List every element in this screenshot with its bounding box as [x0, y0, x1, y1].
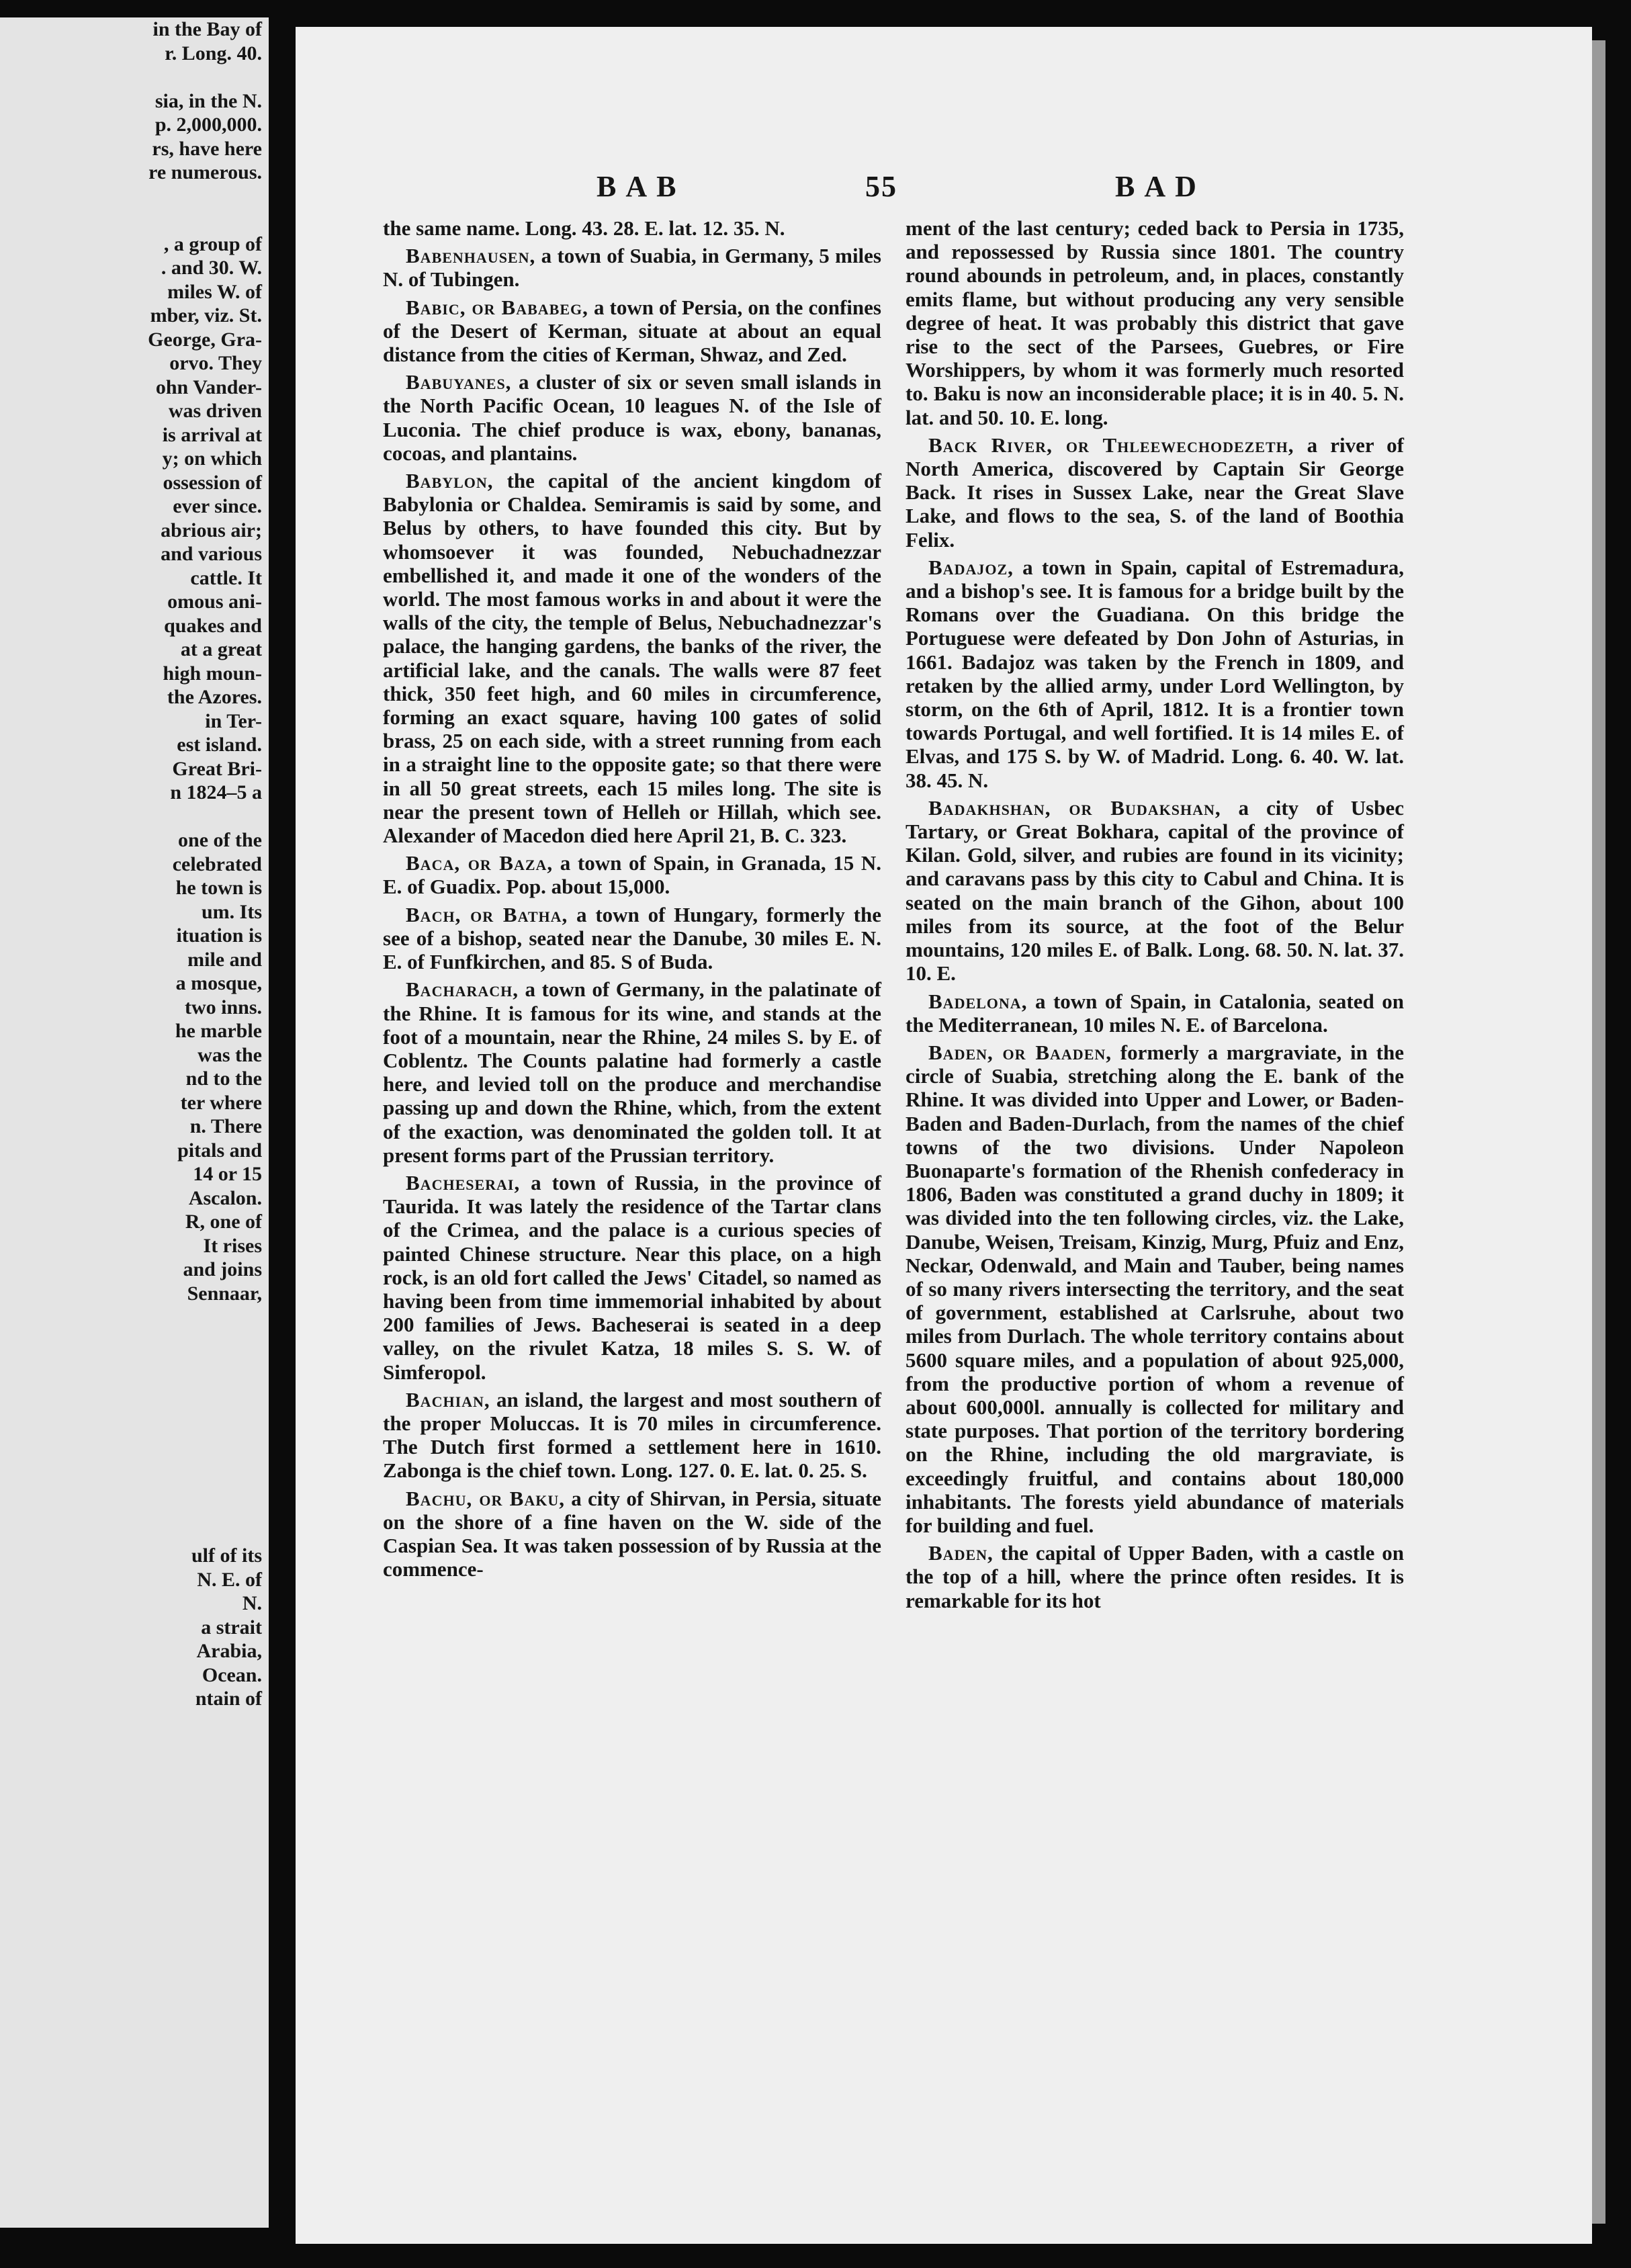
fragment-line: omous ani-: [167, 591, 262, 613]
fragment-line: ituation is: [176, 924, 262, 947]
gazetteer-entry: [383, 1487, 881, 1581]
entry-body: a town of Persia, on the confines of the Desert of Kerman, situate at about an equal distance from the cities of Kerman, Shwaz, and Zed.: [383, 295, 881, 367]
fragment-line: a mosque,: [175, 972, 262, 994]
fragment-line: [7, 1496, 262, 1520]
entry-body: a town of Hungary, formerly the see of a bishop, seated near the Danube, 30 miles E. N. E. of Funfkirchen, and 85. S of Buda.: [383, 902, 882, 974]
entry-headword: Bach, or Batha,: [406, 902, 568, 926]
fragment-line: It rises: [203, 1234, 262, 1257]
fragment-line: r. Long. 40.: [165, 42, 262, 64]
fragment-line: [7, 185, 262, 209]
fragment-line: [7, 1329, 262, 1354]
entry-body: a town of Spain, in Granada, 15 N. E. of Guadix. Pop. about 15,000.: [383, 851, 881, 899]
entry-body: a cluster of six or seven small islands in the North Pacific Ocean, 10 leagues N. of the Isle of Luconia. The chief produce is wax, ebony, bananas, cocoas, and plantains.: [383, 370, 881, 465]
gazetteer-entry: [906, 796, 1404, 986]
entry-body: a town of Russia, in the province of Taurida. It was lately the residence of the Tartar clans of the Crimea, and the palace is a curious species of painted Chinese structure. Near this place, on a high rock, is an old fort called the Jews' Citadel, so named as having been from time immemorial inhabited by about 200 families of Jews. Bacheserai is seated in a deep valley, on the rivulet Katza, 18 miles S. S. W. of Simferopol.: [383, 1170, 881, 1384]
entry-body: the capital of Upper Baden, with a castle on the top of a hill, where the prince often resides. It is remarkable for its hot: [906, 1541, 1404, 1612]
fragment-line: Sennaar,: [187, 1282, 262, 1305]
facing-page-fragment: [0, 17, 269, 2228]
fragment-line: nd to the: [185, 1067, 262, 1090]
fragment-line: ulf of its: [191, 1544, 262, 1567]
fragment-line: two inns.: [184, 996, 262, 1018]
entry-headword: Bacheserai,: [406, 1170, 521, 1194]
fragment-line: ohn Vander-: [155, 376, 262, 398]
entry-body: formerly a margraviate, in the circle of Suabia, stretching along the E. bank of the Rhine. It was divided into Upper and Lower, or Baden-Baden and Baden-Durlach, from the names of the chief towns of the two divisions. Under Napoleon Buonaparte's formation of the Rhenish confederacy in 1806, Baden was constituted a grand duchy in 1809; it was divided into the ten following circles, viz. the Lake, Danube, Weisen, Treisam, Kinzig, Murg, Pfuiz and Enz, Neckar, Odenwald, and Main and Tauber, being names of so many rivers intersecting the territory, and the seat of government, established at Carlsruhe, about two miles from Durlach. The whole territory contains about 5600 square miles, and a population of about 925,000, from the productive portion of whom a revenue of about 600,000l. annually is collected for military and state purposes. That portion of the territory bordering on the Rhine, including the old margraviate, is exceedingly fruitful, and contains about 180,000 inhabitants. The forests yield abundance of materials for building and fuel.: [906, 1040, 1404, 1537]
fragment-line: 14 or 15: [193, 1163, 262, 1185]
fragment-line: quakes and: [164, 614, 262, 637]
entry-body: ment of the last century; ceded back to Persia in 1735, and repossessed by Russia since 1801. The country round abounds in petroleum, and, in places, constantly emits flame, but without producing any very sensible degree of heat. It was probably this district that gave rise to the sect of the Parsees, Guebres, or Fire Worshippers, by whom it was formerly much resorted to. Baku is now an inconsiderable place; it is in 40. 5. N. lat. and 50. 10. E. long.: [906, 216, 1404, 429]
fragment-line: N. E. of: [197, 1568, 262, 1591]
entry-body: a town of Suabia, in Germany, 5 miles N. of Tubingen.: [383, 244, 881, 292]
fragment-line: was the: [197, 1043, 262, 1066]
fragment-line: Ocean.: [202, 1663, 262, 1686]
fragment-line: N.: [242, 1592, 262, 1614]
entry-headword: Babylon,: [406, 469, 494, 493]
fragment-line: celebrated: [172, 853, 262, 875]
gazetteer-entry: [906, 216, 1404, 429]
fragment-line: [7, 1305, 262, 1329]
fragment-line: at a great: [180, 638, 262, 660]
gazetteer-entry: [906, 556, 1404, 792]
fragment-line: and various: [161, 543, 262, 565]
entry-headword: Back River, or Thleewechodezeth,: [928, 433, 1294, 457]
fragment-line: . and 30. W.: [161, 257, 262, 279]
fragment-line: and joins: [183, 1258, 262, 1280]
running-head-left: BAB: [597, 170, 686, 203]
gazetteer-entry: [906, 990, 1404, 1037]
fragment-line: a strait: [201, 1616, 262, 1639]
fragment-line: [7, 65, 262, 89]
entry-body: a city of Shirvan, in Persia, situate on the shore of a fine haven on the W. side of the Caspian Sea. It was taken possession of by Russia at the commence-: [383, 1486, 881, 1581]
fragment-line: mber, viz. St.: [150, 304, 262, 326]
fragment-line: abrious air;: [161, 519, 262, 541]
fragment-line: [7, 1353, 262, 1377]
fragment-line: pitals and: [177, 1139, 262, 1162]
fragment-line: miles W. of: [167, 280, 262, 303]
fragment-line: [7, 208, 262, 232]
fragment-line: [7, 1425, 262, 1449]
fragment-line: [7, 1401, 262, 1425]
entry-headword: Baca, or Baza,: [406, 851, 554, 875]
fragment-line: orvo. They: [169, 352, 262, 374]
entry-body: the same name. Long. 43. 28. E. lat. 12. 35. N.: [383, 216, 785, 240]
running-head-right: BAD: [1115, 170, 1206, 203]
fragment-line: rs, have here: [152, 137, 262, 160]
fragment-line: , a group of: [163, 232, 262, 255]
gazetteer-entry: [383, 903, 881, 974]
fragment-line: Arabia,: [196, 1640, 262, 1662]
gazetteer-entry: [383, 296, 881, 367]
fragment-line: he town is: [175, 877, 262, 899]
gazetteer-entry: [383, 1171, 881, 1384]
entry-headword: Baden, or Baaden,: [928, 1040, 1112, 1064]
gazetteer-entry: [383, 244, 881, 291]
fragment-line: sia, in the N.: [155, 89, 262, 112]
entry-headword: Bachian,: [406, 1387, 490, 1411]
entry-body: a town of Spain, in Catalonia, seated on the Mediterranean, 10 miles N. E. of Barcelona.: [906, 989, 1404, 1037]
fragment-line: [7, 1520, 262, 1544]
book-gutter: [269, 0, 296, 2268]
fragment-line: y; on which: [162, 447, 262, 470]
gazetteer-entry: [906, 1041, 1404, 1537]
fragment-line: Ascalon.: [188, 1186, 262, 1209]
gazetteer-entry: [906, 1541, 1404, 1612]
gazetteer-entry: [906, 433, 1404, 552]
fragment-line: re numerous.: [148, 161, 262, 183]
fragment-line: one of the: [178, 829, 262, 851]
fragment-line: p. 2,000,000.: [155, 114, 262, 136]
text-column-right: [906, 216, 1404, 1612]
page: [296, 27, 1592, 2244]
entry-body: the capital of the ancient kingdom of Babylonia or Chaldea. Semiramis is said by some, and Belus by others, to have founded this city. But by whomsoever it was founded, Nebuchadnezzar embellished it, and made it one of the wonders of the world. The most famous works in and about it were the walls of the city, the temple of Belus, Nebuchadnezzar's palace, the hanging gardens, the banks of the river, the artificial lake, and the canals. The walls were 87 feet thick, 350 feet high, and 60 miles in circumference, forming an exact square, having 100 gates of solid brass, 25 on each side, with a street running from each in a straight line to the opposite gate; so that there were in all 50 great streets, each 15 miles long. The site is near the present town of Helleh or Hillah, which see. Alexander of Macedon died here April 21, B. C. 323.: [383, 469, 881, 848]
fragment-line: ossession of: [163, 471, 262, 494]
entry-body: an island, the largest and most southern of the proper Moluccas. It is 70 miles in circumference. The Dutch first formed a settlement here in 1610. Zabonga is the chief town. Long. 127. 0. E. lat. 0. 25. S.: [383, 1387, 881, 1483]
entry-body: a town in Spain, capital of Estremadura, and a bishop's see. It is famous for a bridge built by the Romans over the Guadiana. On this bridge the Portuguese were defeated by Don John of Asturias, in 1661. Badajoz was taken by the French in 1809, and retaken by the allied army, under Lord Wellington, by storm, on the 6th of April, 1812. It is a frontier town towards Portugal, and well fortified. It is 14 miles E. of Elvas, and 175 S. by W. of Madrid. Long. 6. 40. W. lat. 38. 45. N.: [906, 555, 1404, 792]
entry-headword: Babic, or Bababeg,: [406, 295, 588, 319]
fragment-line: George, Gra-: [148, 328, 262, 351]
fragment-line: [7, 805, 262, 829]
fragment-line: ter where: [180, 1091, 262, 1114]
fragment-line: in Ter-: [205, 709, 262, 732]
fragment-line: is arrival at: [162, 423, 262, 446]
fragment-line: ever since.: [173, 495, 262, 517]
fragment-line: mile and: [187, 948, 262, 971]
gazetteer-entry: [383, 851, 881, 898]
page-number: 55: [865, 170, 897, 203]
fragment-line: [7, 1377, 262, 1401]
fragment-line: the Azores.: [167, 686, 262, 708]
entry-headword: Baden,: [928, 1541, 994, 1565]
fragment-line: [7, 1448, 262, 1473]
fragment-line: Great Bri-: [172, 757, 262, 780]
entry-headword: Badakhshan, or Budakshan,: [928, 795, 1221, 820]
page-edge: [1592, 40, 1605, 2224]
gazetteer-entry: [383, 216, 881, 240]
entry-headword: Bacharach,: [406, 977, 519, 1002]
gazetteer-entry: [383, 469, 881, 847]
fragment-line: [7, 1473, 262, 1497]
fragment-line: est island.: [177, 734, 262, 756]
fragment-line: R, one of: [185, 1211, 262, 1233]
entry-headword: Badelona,: [928, 989, 1028, 1013]
entry-body: a city of Usbec Tartary, or Great Bokhara, capital of the province of Kilan. Gold, silver, and rubies are found in its vicinity; and caravans pass by this city to Cabul and China. It is seated on the main branch of the Gihon, about 100 miles from its source, at the foot of the Belur mountains, 120 miles E. of Balk. Long. 68. 50. N. lat. 37. 10. E.: [906, 795, 1405, 986]
fragment-line: high moun-: [163, 662, 262, 685]
text-column-left: [383, 216, 881, 1581]
entry-body: a town of Germany, in the palatinate of the Rhine. It is famous for its wine, and stands at the foot of a mountain, near the Rhine, 24 miles S. by E. of Coblentz. The Counts palatine had formerly a castle here, and levied toll on the produce and merchandise passing up and down the Rhine, which, from the extent of the exaction, was denominated the golden toll. It at present forms part of the Prussian territory.: [383, 977, 881, 1167]
entry-headword: Bachu, or Baku,: [406, 1486, 565, 1510]
fragment-line: he marble: [175, 1020, 262, 1042]
fragment-line: um. Its: [201, 900, 262, 923]
fragment-line: n 1824–5 a: [170, 781, 262, 803]
fragment-line: n. There: [189, 1115, 262, 1137]
entry-headword: Badajoz,: [928, 555, 1014, 579]
entry-body: a river of North America, discovered by Captain Sir George Back. It rises in Sussex Lake, near the Great Slave Lake, and flows to the sea, S. of the land of Boothia Felix.: [906, 433, 1404, 552]
gazetteer-entry: [383, 370, 881, 465]
entry-headword: Babuyanes,: [406, 370, 512, 394]
gazetteer-entry: [383, 1388, 881, 1483]
fragment-line: in the Bay of: [152, 18, 262, 40]
facing-page-text: [7, 17, 262, 1711]
entry-headword: Babenhausen,: [406, 244, 536, 268]
fragment-line: ntain of: [195, 1688, 262, 1710]
gazetteer-entry: [383, 977, 881, 1167]
fragment-line: was driven: [168, 400, 262, 422]
fragment-line: cattle. It: [190, 566, 262, 589]
